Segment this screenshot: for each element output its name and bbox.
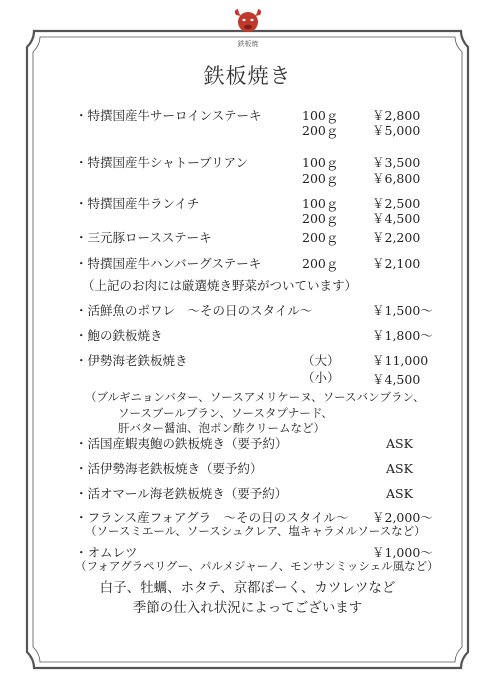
menu-item-name: ・特撰国産牛サーロインステーキ	[75, 108, 262, 123]
menu-item-name: ・活オマール海老鉄板焼き（要予約）	[75, 486, 288, 501]
logo-brand-text: 鉄板焼	[237, 40, 259, 48]
menu-item-name: ・特撰国産牛ランイチ	[75, 196, 200, 211]
menu-item-price: ￥2,200	[372, 230, 421, 245]
menu-item-price: ￥11,000	[372, 353, 429, 368]
menu-item-price: ￥2,800	[372, 108, 421, 123]
sauce-note-line: ソースブールブラン、ソースタプナード、	[118, 406, 333, 420]
menu-item-price: ASK	[386, 436, 413, 451]
menu-item-price: ￥2,000～	[372, 510, 433, 525]
menu-item-name: ・フランス産フォアグラ ～その日のスタイル～	[75, 510, 349, 525]
menu-item-weight: 200ｇ	[302, 123, 339, 138]
menu-item-name: ・伊勢海老鉄板焼き	[75, 353, 188, 368]
menu-item-price: ASK	[386, 486, 413, 501]
menu-item-price: ￥4,500	[372, 372, 421, 387]
menu-item-weight: 200ｇ	[302, 171, 339, 186]
seasonal-note-line: 季節の仕入れ状況によってございます	[132, 600, 363, 616]
menu-item-name: ・活伊勢海老鉄板焼き（要予約）	[75, 461, 263, 476]
menu-item-name: ・活鮮魚のポワレ ～その日のスタイル～	[75, 303, 313, 318]
page-title: 鉄板焼き	[203, 64, 292, 88]
menu-item-name: ・特撰国産牛ハンバーグステーキ	[75, 256, 262, 271]
menu-item-price: ￥3,500	[372, 155, 421, 170]
sauce-note-line: 肝バター醤油、泡ポン酢クリームなど）	[118, 421, 325, 435]
menu-item-name: ・特撰国産牛シャトーブリアン	[75, 155, 249, 170]
ox-head-icon	[230, 6, 266, 38]
menu-item-name: ・鮑の鉄板焼き	[75, 328, 163, 343]
menu-item-price: ￥1,500～	[372, 303, 433, 318]
menu-item-price: ￥1,000～	[372, 545, 433, 560]
seasonal-note-line: 白子、牡蠣、ホタテ、京都ぽーく、カツレツなど	[99, 580, 396, 596]
menu-item-weight: 100ｇ	[302, 108, 339, 123]
menu-item-weight: 200ｇ	[302, 256, 339, 271]
menu-item-weight: 100ｇ	[302, 155, 339, 170]
menu-item-weight: 100ｇ	[302, 196, 339, 211]
menu-item-size: （大）	[302, 353, 340, 368]
menu-item-note: （ソースミエール、ソースシュクレア、塩キャラメルソースなど）	[85, 524, 426, 538]
sauce-note-line: （ブルギニョンバター、ソースアメリケーヌ、ソースバンブラン、	[85, 390, 425, 404]
menu-item-size: （小）	[302, 370, 340, 385]
menu-item-weight: 200ｇ	[302, 230, 339, 245]
menu-item-price: ￥2,500	[372, 196, 421, 211]
menu-item-price: ￥5,000	[372, 123, 421, 138]
menu-item-price: ￥2,100	[372, 256, 421, 271]
menu-item-price: ￥1,800～	[372, 328, 433, 343]
menu-item-price: ￥6,800	[372, 171, 421, 186]
menu-item-name: ・オムレツ	[75, 545, 138, 560]
menu-item-name: ・三元豚ロースステーキ	[75, 230, 212, 245]
menu-item-note: （フォアグラペリグー、パルメジャーノ、モンサンミッシェル風など）	[75, 559, 439, 573]
menu-item-price: ￥4,500	[372, 211, 421, 226]
menu-item-weight: 200ｇ	[302, 211, 339, 226]
menu-item-name: ・活国産蝦夷鮑の鉄板焼き（要予約）	[75, 436, 288, 451]
meat-note: （上記のお肉には厳選焼き野菜がついています）	[82, 278, 358, 293]
restaurant-logo	[225, 6, 271, 52]
menu-item-price: ASK	[386, 461, 413, 476]
